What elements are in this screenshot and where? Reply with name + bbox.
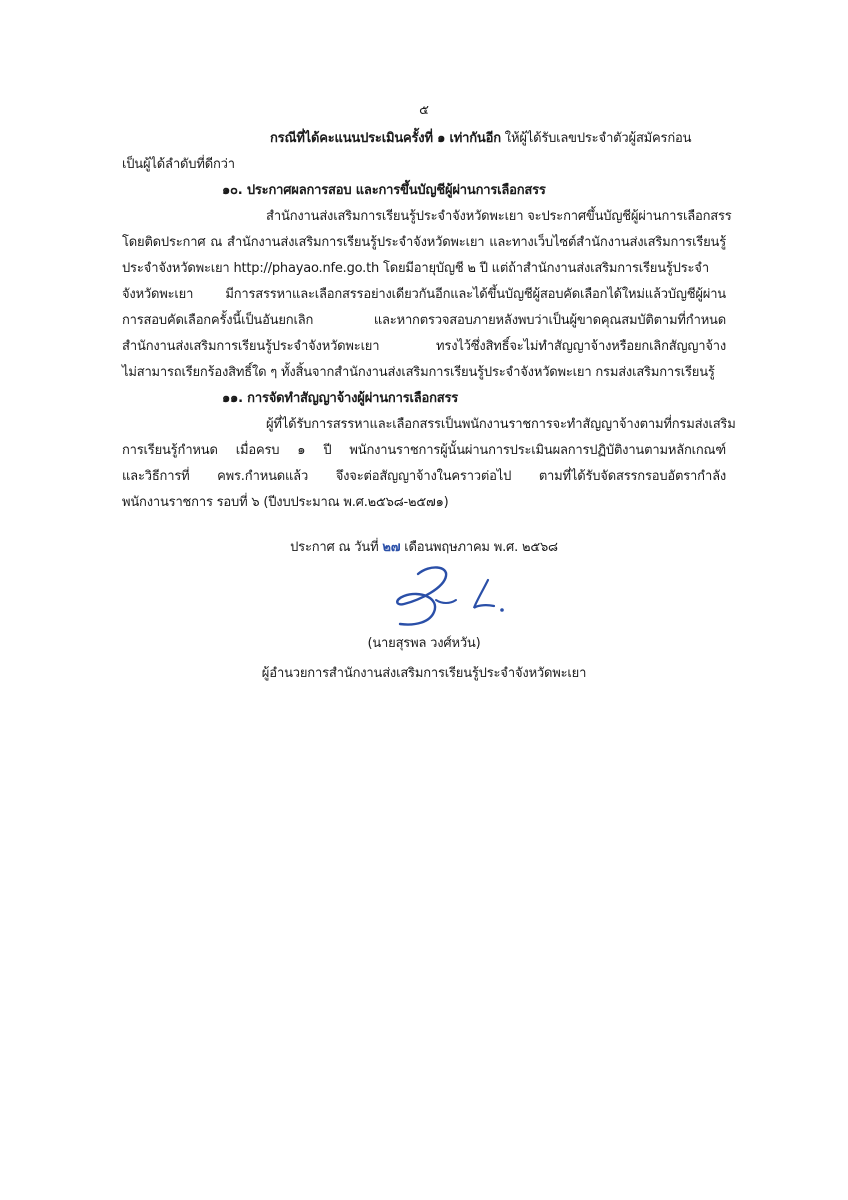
- section10-heading: ๑๐. ประกาศผลการสอบ และการขึ้นบัญชีผู้ผ่านการเลือกสรร: [222, 183, 546, 198]
- intro-line-1: [270, 129, 691, 149]
- section11-line: พนักงานราชการ รอบที่ ๖ (ปีงบประมาณ พ.ศ.๒๕๖๘-๒๕๗๑): [122, 495, 449, 510]
- section10-line: สำนักงานส่งเสริมการเรียนรู้ประจำจังหวัดพะเยา จะประกาศขึ้นบัญชีผู้ผ่านการเลือกสรร: [266, 209, 732, 224]
- section10-line: ไม่สามารถเรียกร้องสิทธิ์ใด ๆ ทั้งสิ้นจากสำนักงานส่งเสริมการเรียนรู้ประจำจังหวัดพะเยา กรมส่งเสริมการเรียนรู้: [122, 365, 715, 380]
- section10-line: การสอบคัดเลือกครั้งนี้เป็นอันยกเลิก และหากตรวจสอบภายหลังพบว่าเป็นผู้ขาดคุณสมบัติตามที่กำหนด: [122, 313, 726, 328]
- announcement-date: [0, 538, 848, 558]
- page-number: ๕: [419, 103, 429, 118]
- section10-line: จังหวัดพะเยา มีการสรรหาและเลือกสรรอย่างเดียวกันอีกและได้ขึ้นบัญชีผู้สอบคัดเลือกได้ใหม่แล้วบัญชีผู้ผ่าน: [122, 287, 726, 302]
- signature-image: [390, 560, 520, 632]
- signer-name: (นายสุรพล วงศ์หวัน): [367, 636, 481, 651]
- intro-normal-text: ให้ผู้ได้รับเลขประจำตัวผู้สมัครก่อน: [500, 131, 692, 146]
- intro-line-2: เป็นผู้ได้ลำดับที่ดีกว่า: [122, 157, 235, 172]
- section11-line: การเรียนรู้กำหนด เมื่อครบ ๑ ปี พนักงานราชการผู้นั้นผ่านการประเมินผลการปฏิบัติงานตามหลักเกณฑ์: [122, 443, 726, 458]
- intro-bold-text: กรณีที่ได้คะแนนประเมินครั้งที่ ๑ เท่ากันอีก: [270, 131, 501, 146]
- announcement-prefix: ประกาศ ณ วันที่: [290, 540, 379, 555]
- section10-line: สำนักงานส่งเสริมการเรียนรู้ประจำจังหวัดพะเยา ทรงไว้ซึ่งสิทธิ์จะไม่ทำสัญญาจ้างหรือยกเลิกสัญญาจ้าง: [122, 339, 726, 354]
- signer-title: ผู้อำนวยการสำนักงานส่งเสริมการเรียนรู้ประจำจังหวัดพะเยา: [261, 666, 587, 681]
- section10-line: ประจำจังหวัดพะเยา http://phayao.nfe.go.th โดยมีอายุบัญชี ๒ ปี แต่ถ้าสำนักงานส่งเสริมการเรียนรู้ประจำ: [122, 261, 710, 276]
- section11-heading: ๑๑. การจัดทำสัญญาจ้างผู้ผ่านการเลือกสรร: [222, 391, 459, 406]
- announcement-day: ๒๗: [382, 540, 401, 555]
- announcement-suffix: เดือนพฤษภาคม พ.ศ. ๒๕๖๘: [404, 540, 558, 555]
- section11-line: ผู้ที่ได้รับการสรรหาและเลือกสรรเป็นพนักงานราชการจะทำสัญญาจ้างตามที่กรมส่งเสริม: [266, 417, 736, 432]
- section11-line: และวิธีการที่ คพร.กำหนดแล้ว จึงจะต่อสัญญาจ้างในคราวต่อไป ตามที่ได้รับจัดสรรกรอบอัตรากำลัง: [122, 469, 726, 484]
- section10-line: โดยติดประกาศ ณ สำนักงานส่งเสริมการเรียนรู้ประจำจังหวัดพะเยา และทางเว็บไซต์สำนักงานส่งเสริมการเรียนรู้: [122, 235, 726, 250]
